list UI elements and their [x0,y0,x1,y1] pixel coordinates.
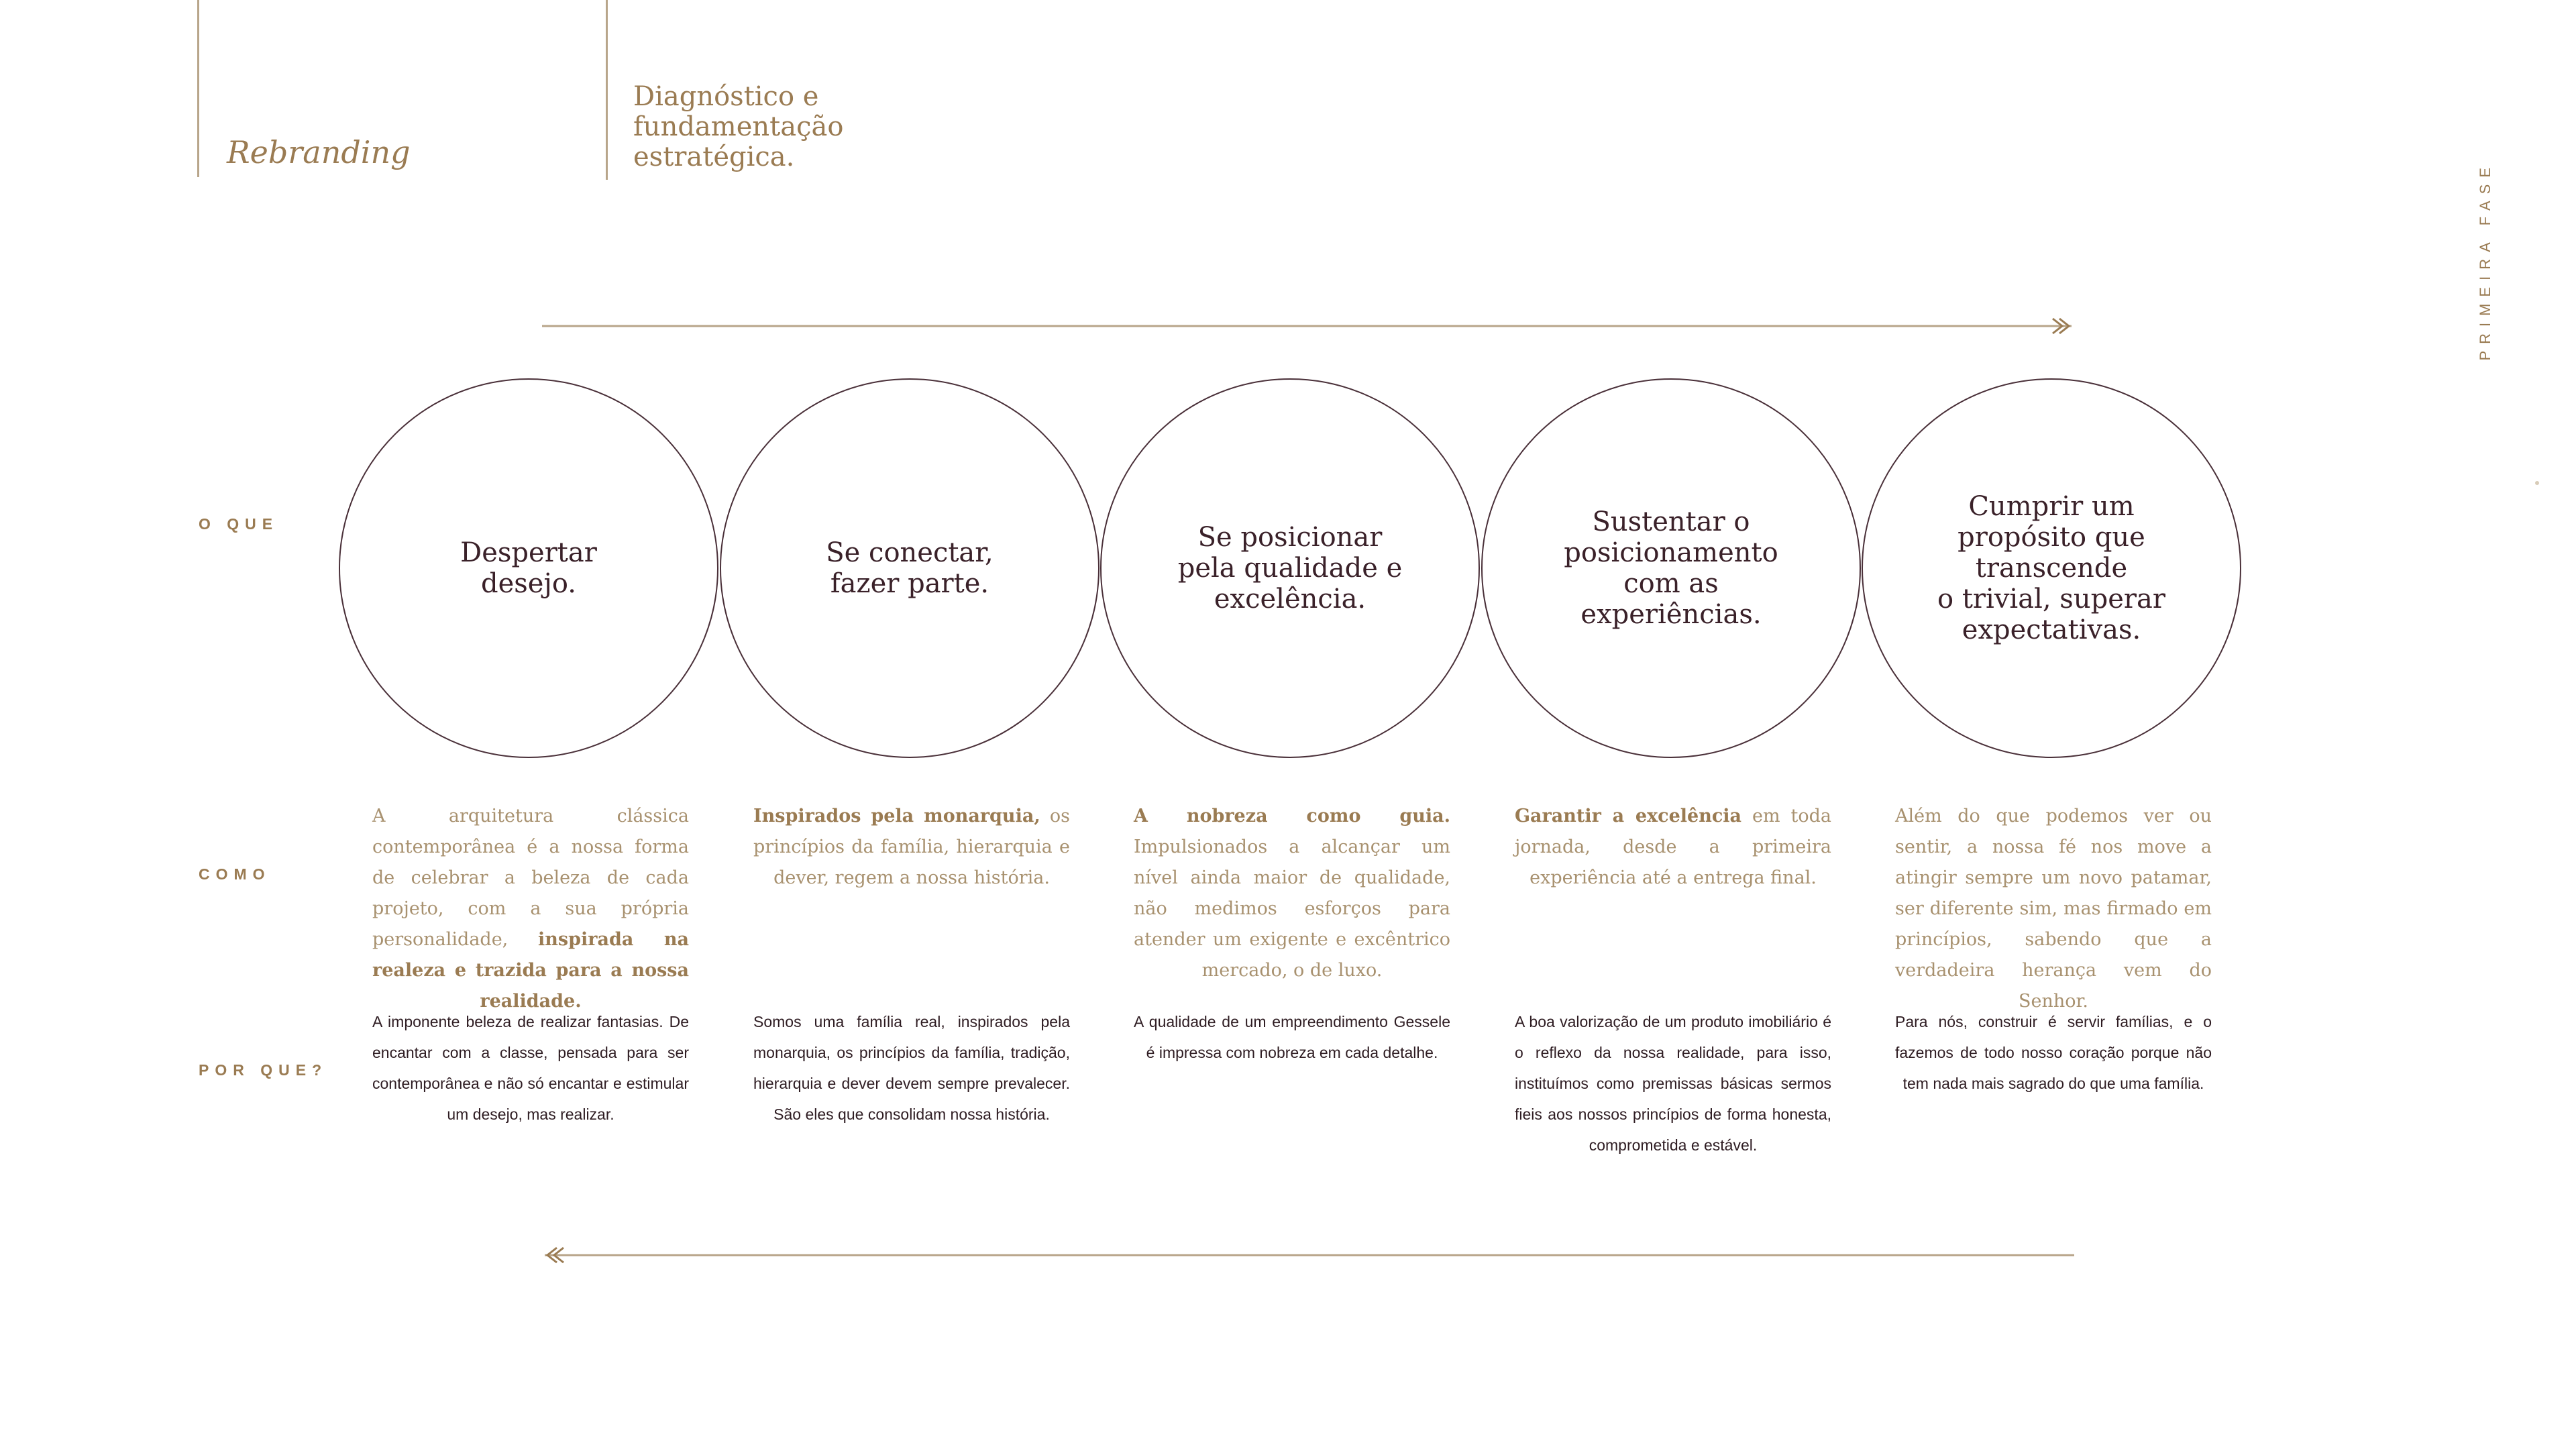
page-subtitle: Diagnóstico e fundamentação estratégica. [633,81,844,172]
middle-divider-line [606,0,608,180]
stage-circle-4 [1481,378,1861,758]
stage-circle-1 [339,378,718,758]
row-label-o-que: O QUE [199,515,279,533]
stage-como-3 [1134,801,1450,986]
stage-porque-5: Para nós, construir é servir famílias, e o fazemos de todo nosso coração porque não tem nada mais sagrado do que uma família. [1895,1013,2212,1092]
stage-title-5: Cumprir um propósito que transcende o trivial, superar expectativas. [1937,491,2165,645]
stage-porque-4: A boa valorização de um produto imobiliário é o reflexo da nossa realidade, para isso, instituímos como premissas básicas sermos fieis aos nossos princípios de forma honesta, comprometida e estável. [1515,1013,1831,1154]
stage-como-emphasis-3: A nobreza como guia. [1134,806,1450,826]
row-label-como: COMO [199,865,271,883]
top-arrow-right [542,316,2074,336]
stage-como-text-1: A arquitetura clássica contemporânea é a nossa forma de celebrar a beleza de cada projeto, com a sua própria personalidade, [372,806,689,950]
stage-title-2: Se conectar, fazer parte. [826,537,994,599]
stage-circle-2 [720,378,1099,758]
stage-como-emphasis-4: Garantir a excelência [1515,806,1742,826]
stage-como-4 [1515,801,1831,894]
stage-title-1: Despertar desejo. [460,537,597,599]
left-divider-line [197,0,199,177]
stage-como-1 [372,801,689,1017]
stage-como-emphasis-2: Inspirados pela monarquia, [753,806,1040,826]
bottom-arrow-left [542,1245,2074,1265]
stage-como-2 [753,801,1070,894]
stage-como-text-4: em toda jornada, desde a primeira experiência até a entrega final. [1515,806,1831,888]
stage-porque-3: A qualidade de um empreendimento Gessele é impressa com nobreza em cada detalhe. [1134,1013,1450,1061]
stage-title-4: Sustentar o posicionamento com as experiências. [1564,506,1778,630]
stage-circle-3 [1100,378,1480,758]
stage-como-emphasis-1: inspirada na realeza e trazida para a nossa realidade. [372,929,689,1012]
side-phase-label: PRIMEIRA FASE [2477,161,2493,361]
side-dot [2535,481,2539,485]
stage-porque-2: Somos uma família real, inspirados pela monarquia, os princípios da família, tradição, hierarquia e dever devem sempre prevalecer. São eles que consolidam nossa história. [753,1013,1070,1123]
stage-title-3: Se posicionar pela qualidade e excelência. [1177,522,1403,614]
stage-porque-1: A imponente beleza de realizar fantasias. De encantar com a classe, pensada para ser contemporânea e não só encantar e estimular um desejo, mas realizar. [372,1013,689,1123]
brand-title: Rebranding [227,134,411,170]
stage-circle-5 [1862,378,2241,758]
stage-como-text-2: os princípios da família, hierarquia e dever, regem a nossa história. [753,806,1070,888]
stage-como-5 [1895,801,2212,1017]
stage-como-text-5: Além do que podemos ver ou sentir, a nossa fé nos move a atingir sempre um novo patamar, ser diferente sim, mas firmado em princípios, sabendo que a verdadeira herança vem do Senhor. [1895,806,2212,1012]
row-label-por-que: POR QUE? [199,1061,328,1079]
stage-como-text-3: Impulsionados a alcançar um nível ainda maior de qualidade, não medimos esforços para atender um exigente e excêntrico mercado, o de luxo. [1134,837,1450,981]
